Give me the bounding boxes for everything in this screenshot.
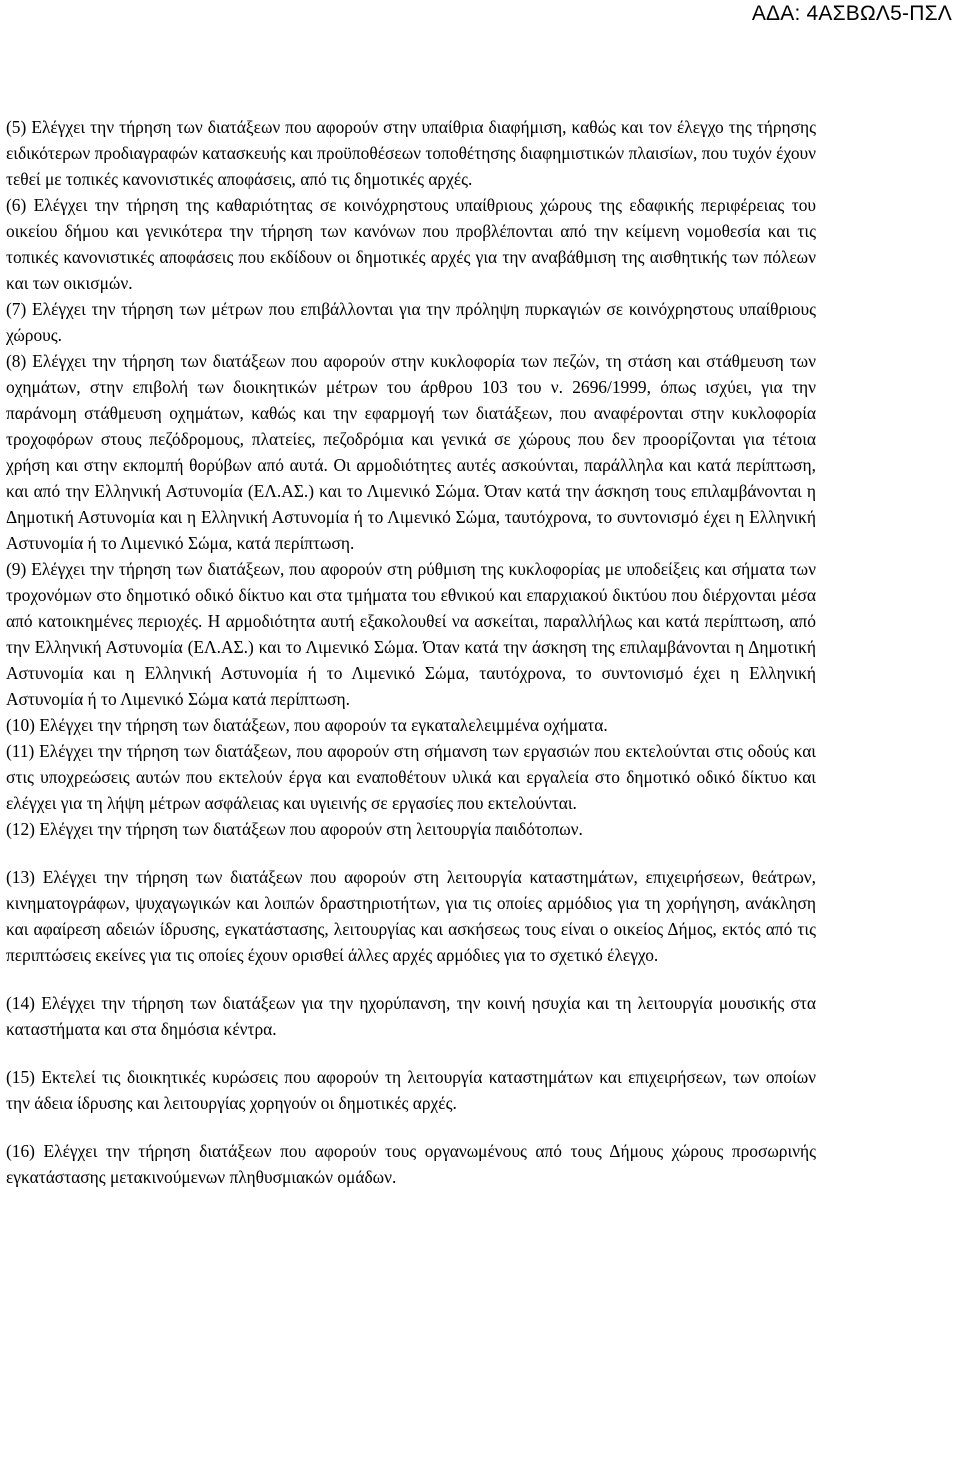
paragraph-12: (12) Ελέγχει την τήρηση των διατάξεων που αφορούν στη λειτουργία παιδότοπων. bbox=[6, 819, 583, 839]
paragraph-10: (10) Ελέγχει την τήρηση των διατάξεων, που αφορούν τα εγκαταλελειμμένα οχήματα. bbox=[6, 715, 608, 735]
paragraph-5: (5) Ελέγχει την τήρηση των διατάξεων που αφορούν στην υπαίθρια διαφήμιση, καθώς και τον έλεγχο της τήρησης ειδικότερων προδιαγραφών κατασκευής και προϋποθέσεων τοποθέτησης διαφημιστικών πλαισίων, που τυχόν έχουν τεθεί με τοπικές κανονιστικές αποφάσεις, από τις δημοτικές αρχές. bbox=[6, 117, 816, 189]
paragraph-15: (15) Εκτελεί τις διοικητικές κυρώσεις που αφορούν τη λειτουργία καταστημάτων και επιχειρήσεων, των οποίων την άδεια ίδρυσης και λειτουργίας χορηγούν οι δημοτικές αρχές. bbox=[6, 1067, 816, 1113]
ada-code-header: ΑΔΑ: 4ΑΣΒΩΛ5-ΠΣΛ bbox=[751, 2, 952, 25]
paragraph-6: (6) Ελέγχει την τήρηση της καθαριότητας σε κοινόχρηστους υπαίθριους χώρους της εδαφικής περιφέρειας του οικείου δήμου και γενικότερα την τήρηση των κανόνων που προβλέπονται από την κείμενη νομοθεσία και τις τοπικές κανονιστικές αποφάσεις που εκδίδουν οι δημοτικές αρχές για την αναβάθμιση της αισθητικής των πόλεων και των οικισμών. bbox=[6, 195, 816, 293]
paragraph-14: (14) Ελέγχει την τήρηση των διατάξεων για την ηχορύπανση, την κοινή ησυχία και τη λειτουργία μουσικής στα καταστήματα και στα δημόσια κέντρα. bbox=[6, 993, 816, 1039]
paragraph-16: (16) Ελέγχει την τήρηση διατάξεων που αφορούν τους οργανωμένους από τους Δήμους χώρους προσωρινής εγκατάστασης μετακινούμενων πληθυσμιακών ομάδων. bbox=[6, 1141, 816, 1187]
paragraph-7: (7) Ελέγχει την τήρηση των μέτρων που επιβάλλονται για την πρόληψη πυρκαγιών σε κοινόχρηστους υπαίθριους χώρους. bbox=[6, 299, 816, 345]
paragraph-9: (9) Ελέγχει την τήρηση των διατάξεων, που αφορούν στη ρύθμιση της κυκλοφορίας με υποδείξεις και σήματα των τροχονόμων στο δημοτικό οδικό δίκτυο και στα τμήματα του εθνικού και επαρχιακού δικτύου που διέρχονται μέσα από κατοικημένες περιοχές. Η αρμοδιότητα αυτή εξακολουθεί να ασκείται, παραλλήλως και κατά περίπτωση, από την Ελληνική Αστυνομία (ΕΛ.ΑΣ.) και το Λιμενικό Σώμα. Όταν κατά την άσκηση της επιλαμβάνονται η Δημοτική Αστυνομία και η Ελληνική Αστυνομία ή το Λιμενικό Σώμα, ταυτόχρονα, το συντονισμό έχει η Ελληνική Αστυνομία ή το Λιμενικό Σώμα κατά περίπτωση. bbox=[6, 559, 816, 709]
paragraph-8: (8) Ελέγχει την τήρηση των διατάξεων που αφορούν στην κυκλοφορία των πεζών, τη στάση και στάθμευση των οχημάτων, στην επιβολή των διοικητικών μέτρων του άρθρου 103 του ν. 2696/1999, όπως ισχύει, για την παράνομη στάθμευση οχημάτων, καθώς και την εφαρμογή των διατάξεων, που αναφέρονται στην κυκλοφορία τροχοφόρων στους πεζόδρομους, πλατείες, πεζοδρόμια και γενικά σε χώρους που δεν προορίζονται για τέτοια χρήση και στην εκπομπή θορύβων από αυτά. Οι αρμοδιότητες αυτές ασκούνται, παράλληλα και κατά περίπτωση, και από την Ελληνική Αστυνομία (ΕΛ.ΑΣ.) και το Λιμενικό Σώμα. Όταν κατά την άσκηση τους επιλαμβάνονται η Δημοτική Αστυνομία και η Ελληνική Αστυνομία ή το Λιμενικό Σώμα, ταυτόχρονα, το συντονισμό έχει η Ελληνική Αστυνομία ή το Λιμενικό Σώμα, κατά περίπτωση. bbox=[6, 351, 816, 553]
document-body bbox=[6, 114, 816, 1190]
paragraph-13: (13) Ελέγχει την τήρηση των διατάξεων που αφορούν στη λειτουργία καταστημάτων, επιχειρήσεων, θεάτρων, κινηματογράφων, ψυχαγωγικών και λοιπών δραστηριοτήτων, για τις οποίες αρμόδιος για τη χορήγηση, ανάκληση και αφαίρεση αδειών ίδρυσης, εγκατάστασης, λειτουργίας και ασκήσεως τους είναι ο οικείος Δήμος, εκτός από τις περιπτώσεις εκείνες για τις οποίες έχουν ορισθεί άλλες αρχές αρμόδιες για το σχετικό έλεγχο. bbox=[6, 867, 816, 965]
paragraph-11: (11) Ελέγχει την τήρηση των διατάξεων, που αφορούν στη σήμανση των εργασιών που εκτελούνται στις οδούς και στις υποχρεώσεις αυτών που εκτελούν έργα και εναποθέτουν υλικά και εργαλεία στο δημοτικό οδικό δίκτυο και ελέγχει για τη λήψη μέτρων ασφάλειας και υγιεινής σε εργασίες που εκτελούνται. bbox=[6, 741, 816, 813]
